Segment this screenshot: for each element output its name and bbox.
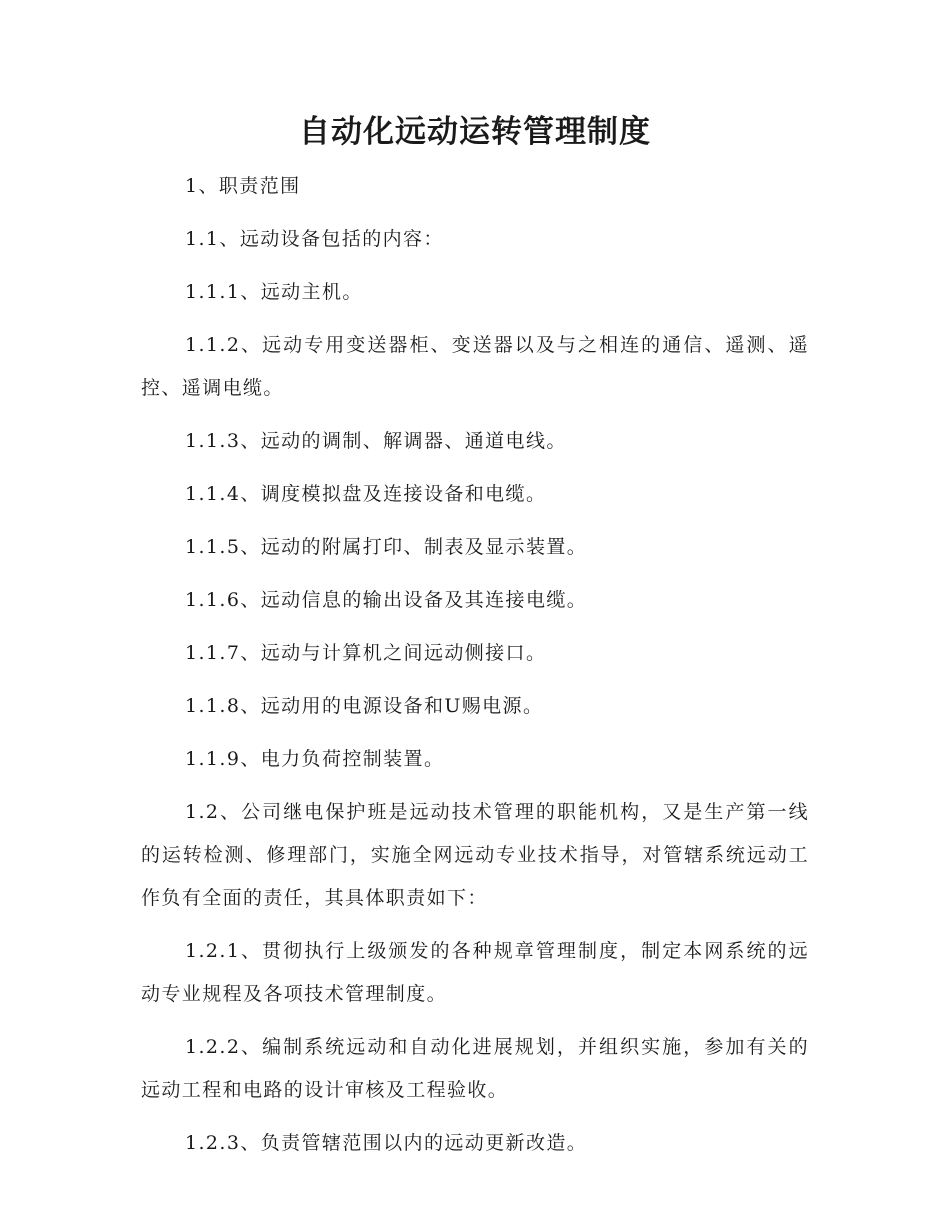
paragraph: 1.1.7、远动与计算机之间远动侧接口。 xyxy=(185,642,547,664)
paragraph: 1.2、公司继电保护班是远动技术管理的职能机构，又是生产第一线的运转检测、修理部门，实施全网远动专业技术指导，对管辖系统远动工作负有全面的责任，其具体职责如下： xyxy=(141,801,809,909)
paragraph: 1.2.2、编制系统远动和自动化进展规划，并组织实施，参加有关的远动工程和电路的设计审核及工程验收。 xyxy=(141,1036,809,1101)
paragraph: 1.2.3、负责管辖范围以内的远动更新改造。 xyxy=(185,1132,588,1154)
paragraph: 1.1.2、远动专用变送器柜、变送器以及与之相连的通信、遥测、遥控、遥调电缆。 xyxy=(141,334,809,399)
paragraph: 1.1、远动设备包括的内容： xyxy=(185,228,444,250)
paragraph: 1.1.4、调度模拟盘及连接设备和电缆。 xyxy=(185,483,547,505)
paragraph: 1.1.1、远动主机。 xyxy=(185,281,363,303)
paragraph: 1.2.1、贯彻执行上级颁发的各种规章管理制度，制定本网系统的远动专业规程及各项技术管理制度。 xyxy=(141,940,809,1005)
document-body xyxy=(141,165,809,1175)
document-title: 自动化远动运转管理制度 xyxy=(299,114,651,150)
paragraph: 1.1.6、远动信息的输出设备及其连接电缆。 xyxy=(185,589,588,611)
paragraph: 1、职责范围 xyxy=(185,175,301,197)
paragraph: 1.1.8、远动用的电源设备和U赐电源。 xyxy=(185,695,544,717)
paragraph: 1.1.9、电力负荷控制装置。 xyxy=(185,748,445,770)
paragraph: 1.1.5、远动的附属打印、制表及显示装置。 xyxy=(185,536,588,558)
paragraph: 1.1.3、远动的调制、解调器、通道电线。 xyxy=(185,430,567,452)
